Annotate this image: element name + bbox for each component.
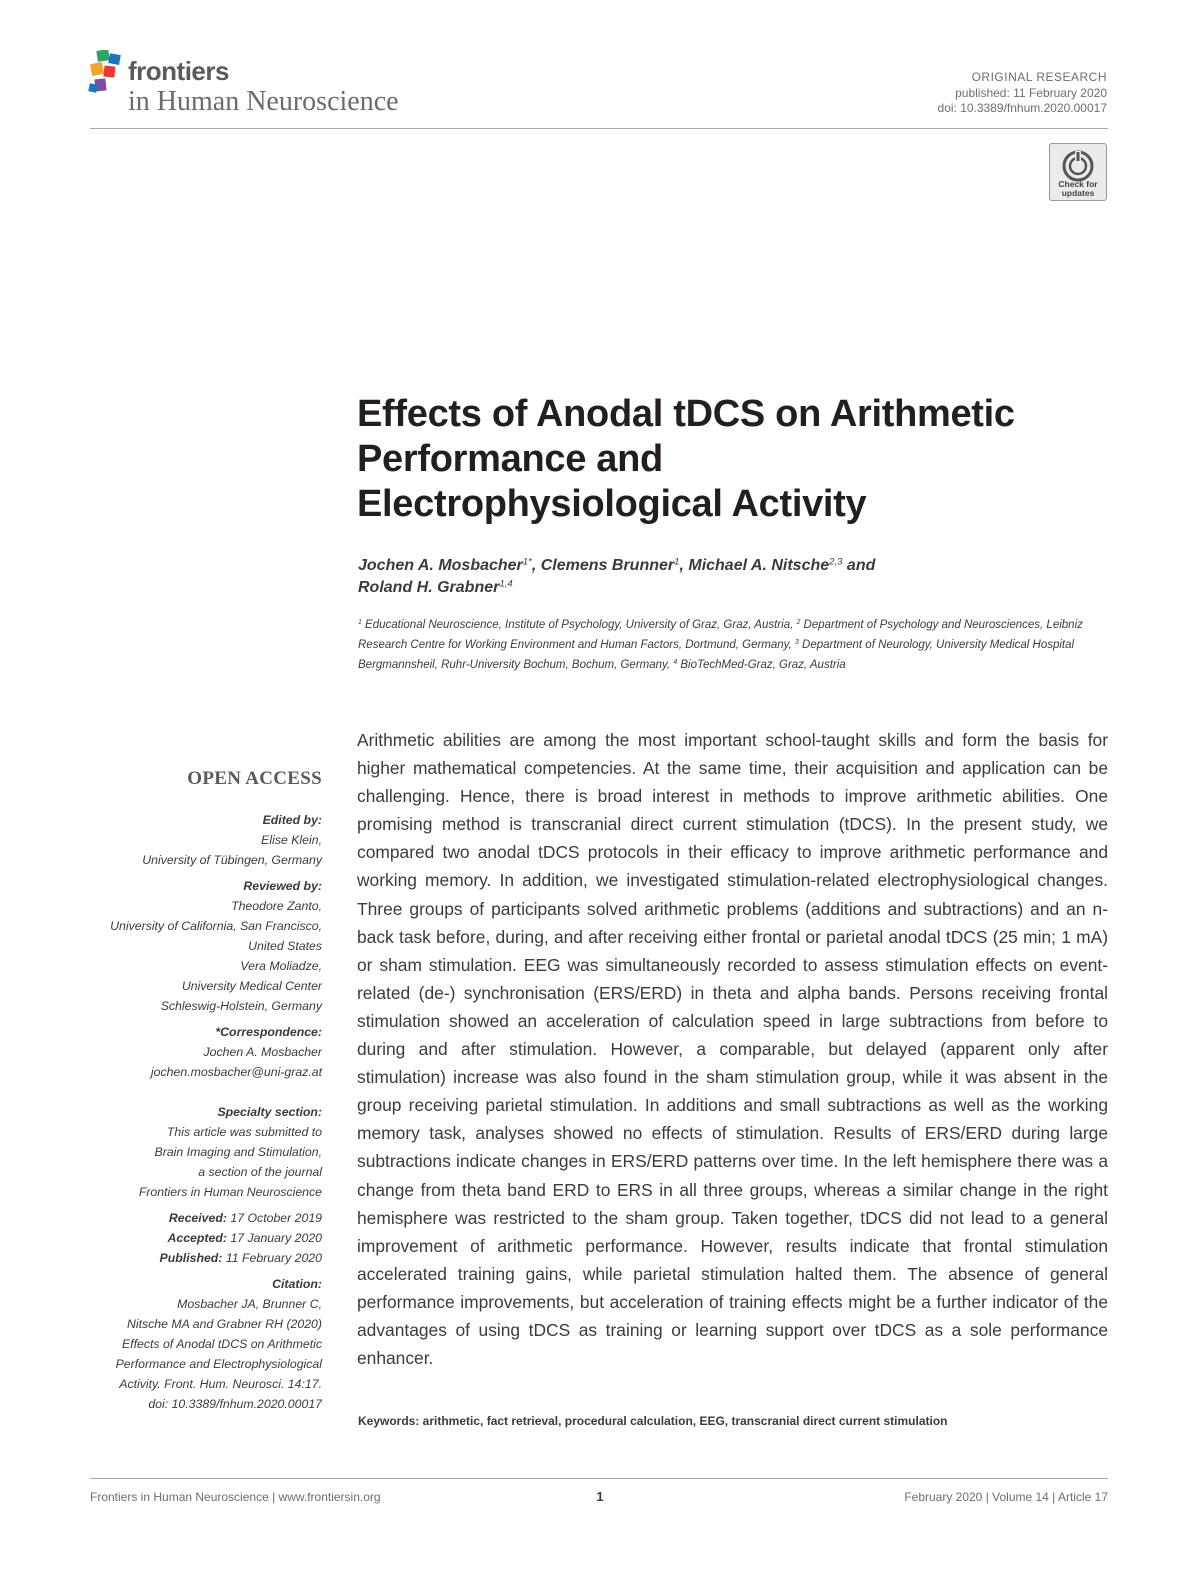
reviewer-line: United States (248, 939, 322, 953)
citation-line: Effects of Anodal tDCS on Arithmetic (121, 1337, 322, 1351)
reviewer-line: Theodore Zanto, (231, 899, 322, 913)
brand-wordmark: frontiers (128, 56, 229, 86)
published-value: 11 February 2020 (225, 1251, 322, 1265)
author-list (358, 555, 1118, 599)
author-affil-sup: 1,4 (499, 578, 513, 590)
published-date: published: 11 February 2020 (955, 85, 1107, 100)
author-name[interactable]: Michael A. Nitsche (688, 557, 830, 574)
author-name[interactable]: Jochen A. Mosbacher (358, 557, 523, 574)
specialty-line: a section of the journal (198, 1165, 322, 1179)
author-name[interactable]: Roland H. Grabner (358, 579, 500, 596)
author-affil-sup: 1 (674, 556, 680, 568)
specialty-line: Frontiers in Human Neuroscience (138, 1185, 322, 1199)
affiliation-text: Department of Neurology, University Medical Hospital Bergmannsheil, Ruhr-University Bochum, Bochum, Germany, (358, 639, 1075, 671)
updates-icon (1061, 149, 1095, 183)
footer-divider (90, 1478, 1108, 1479)
frontiers-logo-icon (88, 50, 128, 96)
accepted-date (90, 1228, 322, 1248)
specialty-line: Brain Imaging and Stimulation, (154, 1145, 322, 1159)
doi-link[interactable]: doi: 10.3389/fnhum.2020.00017 (937, 101, 1107, 115)
reviewed-by-label: Reviewed by: (243, 879, 322, 893)
author-separator: , (679, 557, 689, 574)
title-line: Performance and (357, 438, 663, 480)
dates (90, 1208, 322, 1268)
footer-journal-link[interactable]: Frontiers in Human Neuroscience | www.frontiersin.org (90, 1490, 381, 1504)
correspondence-label: *Correspondence: (215, 1025, 322, 1039)
affiliation-text: BioTechMed-Graz, Graz, Austria (680, 659, 846, 671)
published-label: Published: (159, 1251, 223, 1265)
affiliation-text: Department of Psychology and Neurosciences, Leibniz Research Centre for Working Environment and Human Factors, Dortmund, Germany, (358, 619, 1083, 651)
received-label: Received: (168, 1211, 227, 1225)
reviewer-line: University of California, San Francisco, (110, 919, 322, 933)
citation-doi[interactable]: doi: 10.3389/fnhum.2020.00017 (148, 1397, 322, 1411)
header-divider (90, 128, 1108, 129)
open-access-label: OPEN ACCESS (187, 768, 322, 789)
citation-line: Nitsche MA and Grabner RH (2020) (126, 1317, 322, 1331)
updates-label (1050, 180, 1106, 198)
updates-label-line: updates (1061, 188, 1095, 198)
article-sidebar (90, 768, 322, 1420)
title-line: Electrophysiological Activity (357, 483, 867, 525)
author-affil-sup: 1* (522, 556, 532, 568)
correspondence-name: Jochen A. Mosbacher (203, 1045, 322, 1059)
accepted-value: 17 January 2020 (230, 1231, 322, 1245)
correspondence-email[interactable]: jochen.mosbacher@uni-graz.at (150, 1065, 322, 1079)
article-meta (938, 70, 1107, 117)
citation-line: Mosbacher JA, Brunner C, (177, 1297, 322, 1311)
title-line: Effects of Anodal tDCS on Arithmetic (357, 393, 1015, 435)
specialty-label: Specialty section: (217, 1105, 322, 1119)
edited-by (90, 810, 322, 870)
reviewed-by (90, 876, 322, 1016)
article-type: ORIGINAL RESEARCH (971, 70, 1107, 84)
affiliations (358, 615, 1108, 675)
correspondence (90, 1022, 322, 1082)
author-affil-sup: 2,3 (829, 556, 843, 568)
citation-label: Citation: (272, 1277, 322, 1291)
affiliation-sup: 3 (794, 638, 799, 646)
reviewer-line: Schleswig-Holstein, Germany (160, 999, 322, 1013)
journal-logo (88, 50, 448, 120)
affiliation-sup: 2 (796, 618, 801, 626)
specialty-section (90, 1102, 322, 1202)
specialty-line: This article was submitted to (166, 1125, 322, 1139)
page-number: 1 (596, 1489, 604, 1504)
affiliation-sup: 4 (673, 658, 678, 666)
author-name[interactable]: Clemens Brunner (540, 557, 675, 574)
editor-line: University of Tübingen, Germany (142, 853, 322, 867)
footer-issue-info: February 2020 | Volume 14 | Article 17 (904, 1490, 1108, 1504)
affiliation-text: Educational Neuroscience, Institute of Psychology, University of Graz, Graz, Austria, (365, 619, 797, 631)
citation-line: Activity. Front. Hum. Neurosci. 14:17. (119, 1377, 322, 1391)
published-date-sidebar (90, 1248, 322, 1268)
accepted-label: Accepted: (167, 1231, 227, 1245)
affiliation-sup: 1 (358, 618, 362, 626)
reviewer-line: Vera Moliadze, (240, 959, 322, 973)
abstract: Arithmetic abilities are among the most important school-taught skills and form the basis for higher mathematical competencies. At the same time, their acquisition and application can be challenging. Hence, there is broad interest in methods to improve arithmetic abilities. One promising method is transcranial direct current stimulation (tDCS). In the present study, we compared two anodal tDCS protocols in their efficacy to improve arithmetic performance and working memory. In addition, we investigated stimulation-related electrophysiological changes. Three groups of participants solved arithmetic problems (additions and subtractions) and an n-back task before, during, and after receiving either frontal or parietal anodal tDCS (25 min; 1 mA) or sham stimulation. EEG was simultaneously recorded to assess stimulation effects on event-related (de-) synchronisation (ERS/ERD) in theta and alpha bands. Persons receiving frontal stimulation showed an acceleration of calculation speed in large subtractions from before to during and after stimulation. However, a comparable, but delayed (apparent only after stimulation) increase was also found in the sham stimulation group, while it was absent in the group receiving parietal stimulation. In additions and small subtractions as well as the working memory task, analyses showed no effects of stimulation. Results of ERS/ERD during large subtractions indicate changes in ERS/ERD patterns over time. In the left hemisphere there was a change from theta band ERD to ERS in all three groups, whereas a similar change in the right hemisphere was restricted to the sham group. Taken together, tDCS did not lead to a general improvement of arithmetic performance. However, results indicate that frontal stimulation accelerated training gains, while parietal stimulation halted them. The absence of general performance improvements, but acceleration of training effects might be a further indicator of the advantages of using tDCS as training or learning support over tDCS as a sole performance enhancer. (357, 730, 1108, 1369)
editor-line: Elise Klein, (261, 833, 322, 847)
edited-by-label: Edited by: (262, 813, 322, 827)
citation (90, 1274, 322, 1414)
journal-name: in Human Neuroscience (128, 86, 399, 117)
article-title (357, 392, 1117, 527)
author-separator: , (531, 557, 541, 574)
reviewer-line: University Medical Center (181, 979, 322, 993)
check-for-updates-badge[interactable] (1049, 143, 1107, 201)
received-date (90, 1208, 322, 1228)
citation-line: Performance and Electrophysiological (115, 1357, 322, 1371)
keywords: Keywords: arithmetic, fact retrieval, procedural calculation, EEG, transcranial direct current stimulation (358, 1414, 948, 1428)
updates-label-line: Check for (1058, 179, 1098, 189)
spacer (90, 1088, 322, 1102)
received-value: 17 October 2019 (230, 1211, 322, 1225)
author-separator: and (842, 557, 876, 574)
